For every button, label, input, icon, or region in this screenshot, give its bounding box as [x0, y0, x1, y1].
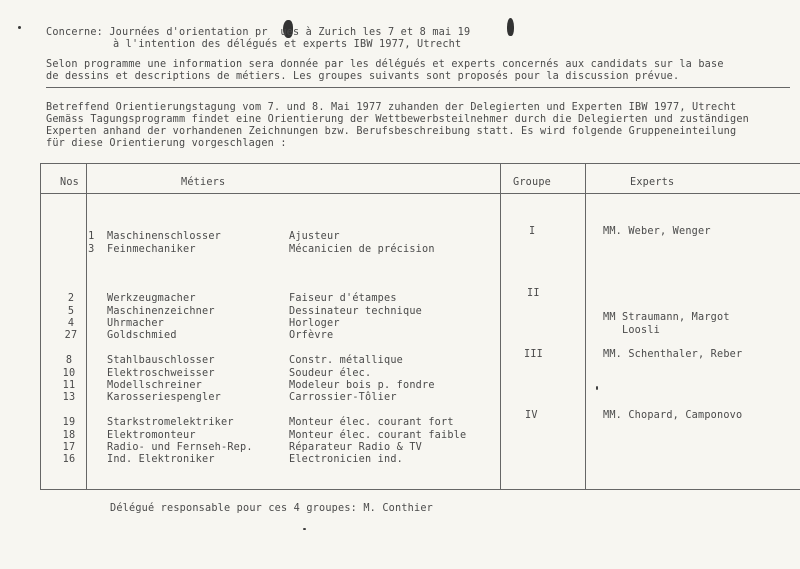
- groupe-cell: I: [529, 226, 536, 237]
- metier-fr-cell: Monteur élec. courant fort Monteur élec. courant faible Réparateur Radio & TV Electronicien ind.: [289, 417, 467, 466]
- intention-line: à l'intention des délégués et experts IBW 1977, Utrecht: [113, 39, 462, 50]
- punch-hole-mark: [507, 18, 514, 36]
- header-groupe: Groupe: [513, 177, 552, 188]
- ink-dot: [596, 386, 598, 390]
- metier-de-cell: Starkstromelektriker Elektromonteur Radio- und Fernseh-Rep. Ind. Elektroniker: [107, 417, 253, 466]
- experts-cell: MM. Chopard, Camponovo: [603, 410, 743, 421]
- german-paragraph-line: Betreffend Orientierungstagung vom 7. und 8. Mai 1977 zuhanden der Delegierten und Experten IBW 1977, Utrecht: [46, 102, 737, 113]
- table-header-separator: [40, 193, 800, 194]
- metier-de-cell: Werkzeugmacher Maschinenzeichner Uhrmacher Goldschmied: [107, 293, 215, 342]
- ink-dot: [303, 528, 306, 530]
- concerne-line: Concerne: Journées d'orientation pr ues à Zurich les 7 et 8 mai 19: [46, 27, 471, 38]
- experts-cell: MM. Schenthaler, Reber: [603, 349, 743, 360]
- metier-de-cell: Stahlbauschlosser Elektroschweisser Modellschreiner Karosseriespengler: [107, 355, 222, 404]
- groupe-cell: II: [527, 288, 540, 299]
- table-col-separator: [500, 163, 501, 490]
- section-divider: [46, 87, 790, 88]
- nos-cell: 8 10 11 13: [62, 355, 76, 404]
- groupe-cell: IV: [525, 410, 538, 421]
- header-experts: Experts: [630, 177, 675, 188]
- metier-fr-cell: Faiseur d'étampes Dessinateur technique Horloger Orfèvre: [289, 293, 423, 342]
- german-paragraph-line: Gemäss Tagungsprogramm findet eine Orientierung der Wettbewerbsteilnehmer durch die Delegierten und zuständigen: [46, 114, 750, 125]
- german-paragraph-line: für diese Orientierung vorgeschlagen :: [46, 138, 287, 149]
- metier-de-cell: Maschinenschlosser Feinmechaniker: [107, 231, 222, 255]
- french-paragraph-line: de dessins et descriptions de métiers. Les groupes suivants sont proposés pour la discussion prévue.: [46, 71, 680, 82]
- nos-cell: 19 18 17 16: [62, 417, 76, 466]
- ink-dot: [18, 26, 21, 29]
- french-paragraph-line: Selon programme une information sera donnée par les délégués et experts concernés aux candidats sur la base: [46, 59, 724, 70]
- nos-cell: 1 3: [88, 231, 95, 255]
- metier-fr-cell: Constr. métallique Soudeur élec. Modeleur bois p. fondre Carrossier-Tôlier: [289, 355, 435, 404]
- groupe-cell: III: [524, 349, 544, 360]
- table-col-separator: [585, 163, 586, 490]
- table-top-border: [40, 163, 800, 164]
- delegate-line: Délégué responsable pour ces 4 groupes: M. Conthier: [110, 503, 434, 514]
- header-metiers: Métiers: [181, 177, 226, 188]
- metier-fr-cell: Ajusteur Mécanicien de précision: [289, 231, 435, 255]
- nos-cell: 2 5 4 27: [64, 293, 78, 342]
- experts-cell: MM. Weber, Wenger: [603, 226, 711, 237]
- german-paragraph-line: Experten anhand der vorhandenen Zeichnungen bzw. Berufsbeschreibung statt. Es wird folgende Gruppeneinteilung: [46, 126, 737, 137]
- table-left-border: [40, 163, 41, 490]
- header-nos: Nos: [60, 177, 80, 188]
- experts-cell: MM Straumann, Margot Loosli: [603, 312, 730, 336]
